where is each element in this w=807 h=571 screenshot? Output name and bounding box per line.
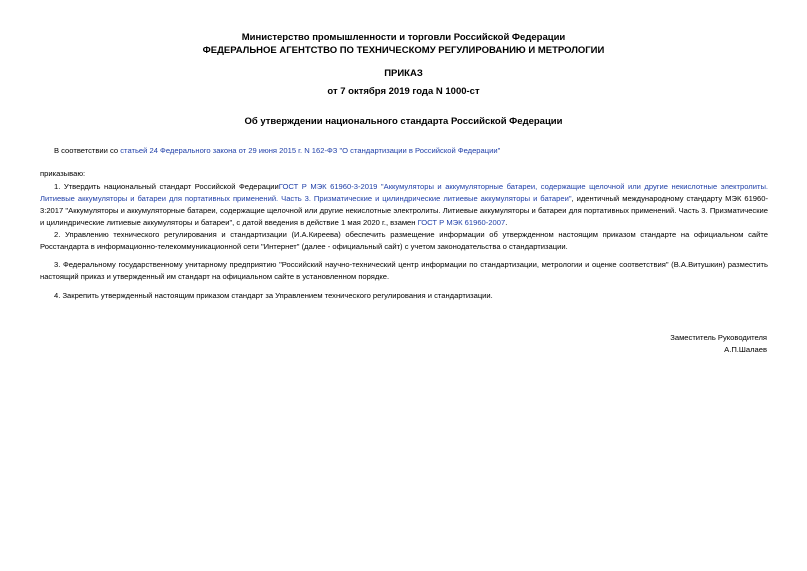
signature-position: Заместитель Руководителя <box>670 333 767 342</box>
ministry-heading: Министерство промышленности и торговли Российской Федерации <box>241 32 566 43</box>
document-title: Об утверждении национального стандарта Российской Федерации <box>244 116 563 127</box>
item-2-paragraph: 2. Управлению технического регулирования и стандартизации (И.А.Киреева) обеспечить размещение информации об утвержденном настоящим приказом стандарте на официальном сайте Росстандарта в информационно-телекоммуникационной сети "Интернет" (далее - официальный сайт) с учетом законодательства о стандартизации. <box>40 230 768 251</box>
item-1-prefix: 1. Утвердить национальный стандарт Российской Федерации <box>54 182 279 191</box>
agency-heading: ФЕДЕРАЛЬНОЕ АГЕНТСТВО ПО ТЕХНИЧЕСКОМУ РЕГУЛИРОВАНИЮ И МЕТРОЛОГИИ <box>202 45 605 56</box>
preamble-paragraph <box>40 145 768 157</box>
item-3-paragraph: 3. Федеральному государственному унитарному предприятию "Российский научно-технический центр информации по стандартизации, метрологии и оценке соответствия" (В.А.Витушкин) разместить настоящий приказ и утвержденный им стандарт на официальном сайте в установленном порядке. <box>40 260 768 281</box>
document-type: ПРИКАЗ <box>384 68 423 79</box>
gost-61960-2007-link[interactable]: ГОСТ Р МЭК 61960-2007 <box>417 218 506 227</box>
federal-law-link[interactable]: статьей 24 Федерального закона от 29 июня 2015 г. N 162-ФЗ "О стандартизации в Российской Федерации" <box>120 146 501 155</box>
gost-61960-3-2019-link[interactable]: ГОСТ Р МЭК 61960-3-2019 "Аккумуляторы и аккумуляторные батареи, содержащие щелочной или другие некислотные электролиты. Литиевые аккумуляторы и батареи для портативных применений. Часть 3. Призматические и цилиндрические литиевые аккумуляторы и батареи" <box>40 182 769 203</box>
item-1-suffix: . <box>505 218 508 227</box>
document-date: от 7 октября 2019 года N 1000-ст <box>327 86 480 97</box>
signature-name: А.П.Шалаев <box>724 345 767 354</box>
item-1-middle: , идентичный международному стандарту МЭК 61960-3:2017 "Аккумуляторы и аккумуляторные батареи, содержащие щелочной или другие некислотные электролиты. Литиевые аккумуляторы и батареи для портативных применений. Часть 3. Призматические и цилиндрические литиевые аккумуляторы и батареи", с датой введения в действие 1 мая 2020 г., взамен <box>40 194 768 227</box>
preamble-text: В соответствии со <box>54 146 121 155</box>
order-word: приказываю: <box>40 169 86 178</box>
item-1-paragraph <box>40 181 768 229</box>
item-4-paragraph: 4. Закрепить утвержденный настоящим приказом стандарт за Управлением технического регулирования и стандартизации. <box>54 291 493 300</box>
